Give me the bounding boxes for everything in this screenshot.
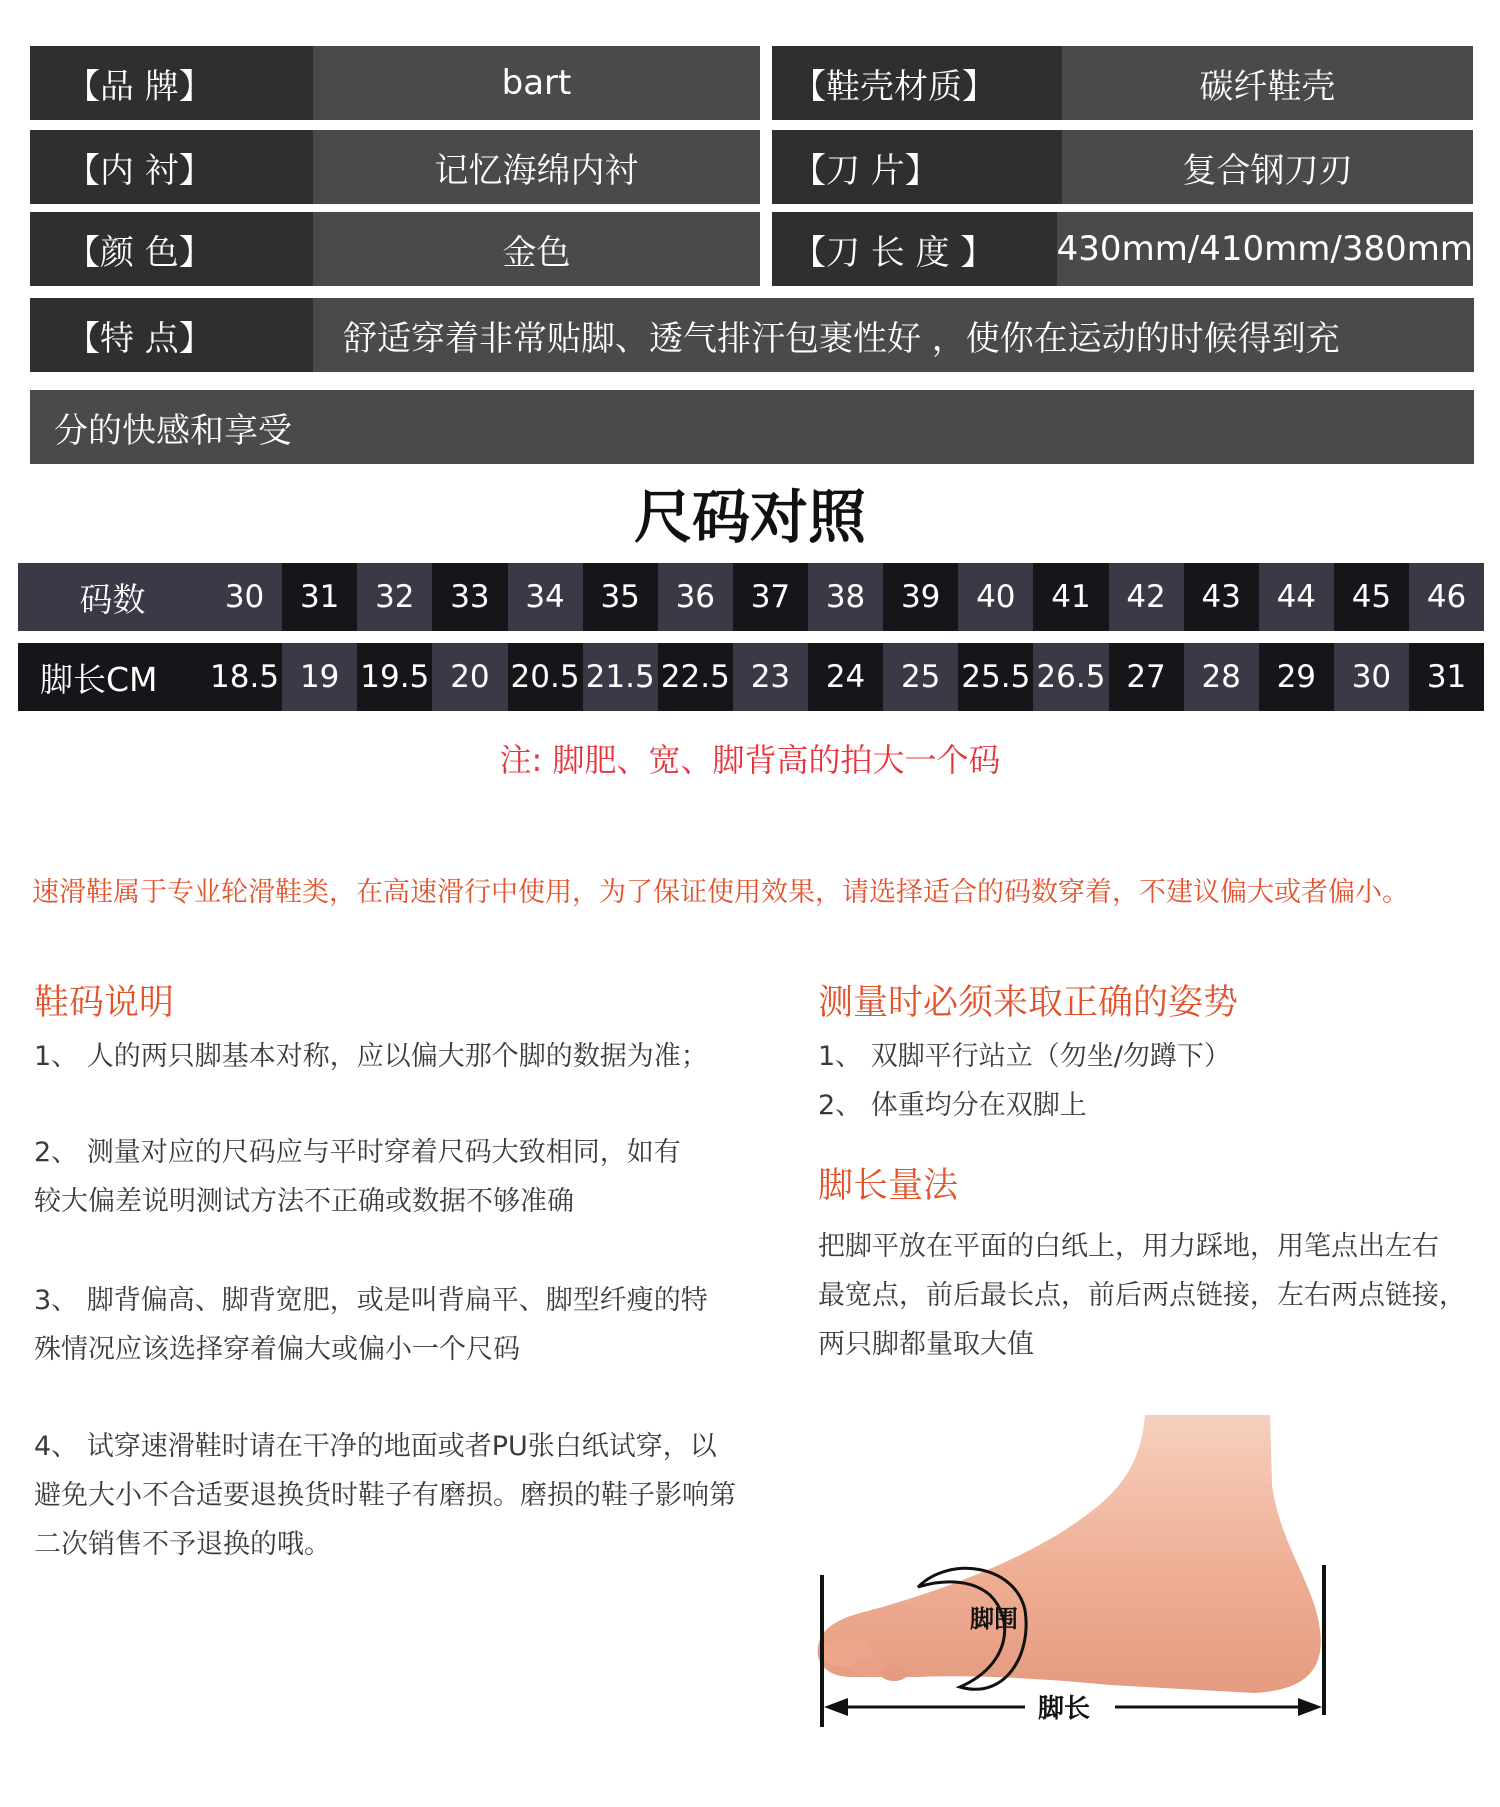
size-guide-item-4-line-1: 4、 试穿速滑鞋时请在干净的地面或者PU张白纸试穿，以: [34, 1431, 717, 1462]
size-guide-item-2-line-1: 2、 测量对应的尺码应与平时穿着尺码大致相同，如有: [34, 1137, 681, 1168]
size-cell: 38: [808, 563, 883, 631]
arrowhead-right-icon: [1298, 1698, 1322, 1716]
lining-value: 记忆海绵内衬: [313, 130, 760, 204]
measure-text: [818, 1222, 1466, 1369]
toe-shape: [880, 1665, 908, 1681]
foot-length-cell: 18.5: [207, 643, 282, 711]
shell-label: 【鞋壳材质】: [772, 46, 1062, 120]
arrowhead-left-icon: [824, 1698, 848, 1716]
foot-length-cell: 22.5: [658, 643, 733, 711]
spec-row-blade: [772, 130, 1473, 204]
size-cell: 41: [1033, 563, 1108, 631]
foot-shape: [818, 1415, 1321, 1693]
feature-label: 【特 点】: [30, 298, 313, 372]
size-cell: 39: [883, 563, 958, 631]
foot-length-cell: 28: [1184, 643, 1259, 711]
measure-text-line-1: 把脚平放在平面的白纸上，用力踩地，用笔点出左右: [818, 1231, 1439, 1262]
foot-girth-label: 脚围: [970, 1605, 1018, 1633]
size-row: [18, 563, 1484, 631]
size-guide-item-3-line-2: 殊情况应该选择穿着偏大或偏小一个尺码: [34, 1334, 520, 1365]
size-guide-item-2: [34, 1128, 681, 1226]
size-cell: 32: [357, 563, 432, 631]
foot-length-cell: 23: [733, 643, 808, 711]
size-guide-item-4-line-3: 二次销售不予退换的哦。: [34, 1529, 331, 1560]
foot-length-cell: 21.5: [583, 643, 658, 711]
foot-length-cell: 20.5: [508, 643, 583, 711]
foot-length-cell: 19.5: [357, 643, 432, 711]
foot-length-cell: 25: [883, 643, 958, 711]
foot-length-cell: 26.5: [1033, 643, 1108, 711]
color-value: 金色: [313, 212, 760, 286]
size-guide-item-1: 1、 人的两只脚基本对称，应以偏大那个脚的数据为准；: [34, 1041, 708, 1072]
blade-length-value: 430mm/410mm/380mm: [1057, 212, 1473, 286]
spec-row-blade-length: [772, 212, 1473, 286]
size-cell: 42: [1109, 563, 1184, 631]
size-guide-heading: 鞋码说明: [34, 983, 175, 1023]
brand-label: 【品 牌】: [30, 46, 313, 120]
size-cell: 35: [583, 563, 658, 631]
spec-row-brand: [30, 46, 760, 120]
posture-item-1: 1、 双脚平行站立（勿坐/勿蹲下）: [818, 1041, 1231, 1072]
foot-length-cell: 29: [1259, 643, 1334, 711]
feature-value: 舒适穿着非常贴脚、透气排汗包裹性好 ，使你在运动的时候得到充: [313, 298, 1474, 372]
spec-row-lining: [30, 130, 760, 204]
size-cell: 43: [1184, 563, 1259, 631]
foot-length-cell: 25.5: [958, 643, 1033, 711]
blade-label: 【刀 片】: [772, 130, 1062, 204]
foot-length-cell: 27: [1109, 643, 1184, 711]
size-guide-item-4-line-2: 避免大小不合适要退换货时鞋子有磨损。磨损的鞋子影响第: [34, 1480, 736, 1511]
size-cell: 31: [282, 563, 357, 631]
size-cell: 40: [958, 563, 1033, 631]
blade-value: 复合钢刀刃: [1062, 130, 1473, 204]
foot-length-row-label: 脚长CM: [18, 643, 207, 711]
foot-length-cell: 19: [282, 643, 357, 711]
spec-row-feature-cont: [30, 390, 1474, 464]
brand-value: bart: [313, 46, 760, 120]
spec-row-color: [30, 212, 760, 286]
measure-text-line-3: 两只脚都量取大值: [818, 1329, 1034, 1360]
spec-row-shell: [772, 46, 1473, 120]
size-row-label: 码数: [18, 563, 207, 631]
foot-length-label: 脚长: [1038, 1694, 1091, 1724]
size-cell: 36: [658, 563, 733, 631]
foot-length-cell: 20: [432, 643, 507, 711]
foot-length-cell: 30: [1334, 643, 1409, 711]
foot-length-row: [18, 643, 1484, 711]
size-cell: 46: [1409, 563, 1484, 631]
foot-length-cell: 24: [808, 643, 883, 711]
size-guide-item-4: [34, 1422, 736, 1569]
size-cell: 44: [1259, 563, 1334, 631]
size-cell: 30: [207, 563, 282, 631]
foot-length-cell: 31: [1409, 643, 1484, 711]
color-label: 【颜 色】: [30, 212, 313, 286]
size-chart-title: 尺码对照: [633, 483, 866, 551]
shell-value: 碳纤鞋壳: [1062, 46, 1473, 120]
measure-text-line-2: 最宽点，前后最长点，前后两点链接，左右两点链接，: [818, 1280, 1466, 1311]
spec-row-feature: [30, 298, 1474, 372]
lining-label: 【内 衬】: [30, 130, 313, 204]
size-guide-item-3-line-1: 3、 脚背偏高、脚背宽肥，或是叫背扁平、脚型纤瘦的特: [34, 1285, 708, 1316]
size-cell: 45: [1334, 563, 1409, 631]
posture-heading: 测量时必须来取正确的姿势: [818, 983, 1239, 1023]
feature-value-cont: 分的快感和享受: [30, 390, 1474, 464]
size-guide-item-3: [34, 1276, 708, 1374]
size-guide-item-2-line-2: 较大偏差说明测试方法不正确或数据不够准确: [34, 1186, 574, 1217]
posture-item-2: 2、 体重均分在双脚上: [818, 1090, 1087, 1121]
measure-heading: 脚长量法: [818, 1166, 959, 1206]
size-cell: 33: [432, 563, 507, 631]
size-cell: 37: [733, 563, 808, 631]
usage-warning: 速滑鞋属于专业轮滑鞋类，在高速滑行中使用，为了保证使用效果，请选择适合的码数穿着，不建议偏大或者偏小。: [32, 877, 1409, 908]
size-cell: 34: [508, 563, 583, 631]
foot-measurement-illustration: [810, 1415, 1350, 1745]
size-note: 注: 脚肥、宽、脚背高的拍大一个码: [499, 741, 1001, 779]
blade-length-label: 【刀 长 度 】: [772, 212, 1057, 286]
